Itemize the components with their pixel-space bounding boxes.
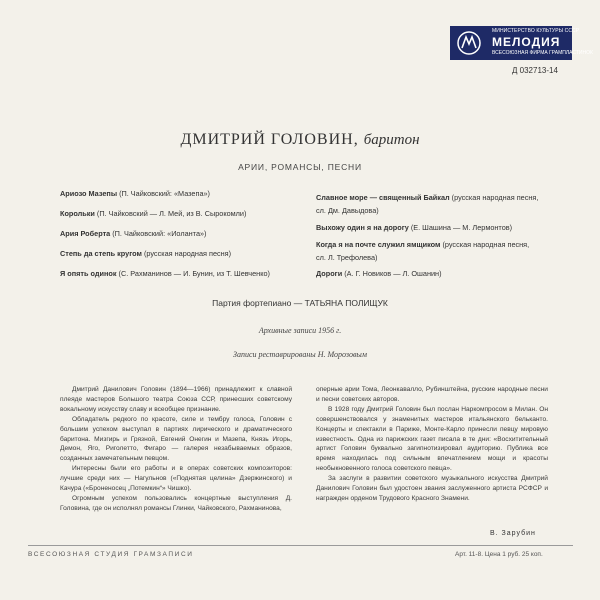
track-credit: (С. Рахманинов — И. Бунин, из Т. Шевченко) [116,269,270,278]
archive-note: Архивные записи 1956 г. [258,326,342,335]
track-credit: (П. Чайковский — Л. Мей, из В. Сырокомли) [94,209,247,218]
track-credit: сл. Дм. Давыдова) [316,206,379,215]
artist-name: ДМИТРИЙ ГОЛОВИН, [180,131,359,148]
logo-ministry: МИНИСТЕРСТВО КУЛЬТУРЫ СССР [492,28,580,34]
track-title: Славное море — священный Байкал [316,193,450,202]
track-title: Ариозо Мазепы [60,189,118,198]
track-title: Корольки [60,209,95,218]
artist-voice: баритон [363,132,420,148]
track-list-item [316,268,442,281]
track-credit: (русская народная песня, [440,240,530,249]
paragraph: Дмитрий Данилович Головин (1894—1966) принадлежит к славной плеяде мастеров Большого театра Союза ССР, принесших советскому вокальному искусству славу и всеобщее признание. [60,386,292,413]
album-subtitle: АРИИ, РОМАНСЫ, ПЕСНИ [238,162,362,172]
logo-brand: МЕЛОДИЯ [492,35,561,49]
paragraph: Обладатель редкого по красоте, силе и тембру голоса, Головин с большим успехом выступал в партиях лирического и драматического баритона. Мизгирь и Грязной, Евгений Онегин и Мазепа, Князь Игорь, Демон, Яго, Риголетто, Фигаро — галерея незабываемых образов, созданных замечательным певцом. [60,415,292,463]
track-list-item [316,239,529,252]
track-credit: (Е. Шашина — М. Лермонтов) [408,223,513,232]
paragraph: В 1928 году Дмитрий Головин был послан Наркомпросом в Милан. Он совершенствовался у знаменитых мастеров итальянского бельканто. Концерты и спектакли в Париже, Монте-Карло принесли певцу мировую известность. Одна из парижских газет писала в те дни: «Восхитительный артист Головин буквально загипнотизировал аудиторию. Публика все время находилась под сильным впечатлением мощи и красоты необыкновенного голоса советского певца». [316,405,548,473]
album-title [0,131,600,149]
paragraph: оперные арии Тома, Леонкавалло, Рубинштейна, русские народные песни и песни советских авторов. [316,386,548,403]
paragraph: За заслуги в развитии советского музыкального искусства Дмитрий Данилович Головин был удостоен звания заслуженного артиста РСФСР и награжден орденом Трудового Красного Знамени. [316,475,548,502]
liner-notes-left [60,385,292,514]
divider [28,545,573,546]
track-title: Ария Роберта [60,229,111,238]
catalog-number: Д 032713-14 [512,66,558,75]
track-list-item [316,252,377,265]
track-list-item [60,248,231,261]
price-info: Арт. 11-8. Цена 1 руб. 25 коп. [455,551,543,558]
track-credit: (А. Г. Новиков — Л. Ошанин) [342,269,442,278]
track-list-item [316,205,379,218]
pianist-credit: Партия фортепиано — ТАТЬЯНА ПОЛИЩУК [212,298,388,308]
track-title: Дороги [316,269,343,278]
track-list-item [60,268,270,281]
track-list-item [316,222,512,235]
logo-union: ВСЕСОЮЗНАЯ ФИРМА ГРАМПЛАСТИНОК [492,50,593,56]
track-title: Когда я на почте служил ямщиком [316,240,441,249]
track-credit: сл. Л. Трефолева) [316,253,378,262]
restoration-note: Записи реставрированы Н. Морозовым [233,350,367,359]
track-list-item [60,208,246,221]
studio-name: ВСЕСОЮЗНАЯ СТУДИЯ ГРАМЗАПИСИ [28,551,194,558]
track-credit: (русская народная песня, [449,193,539,202]
track-credit: (П. Чайковский: «Иоланта») [110,229,207,238]
track-title: Я опять одинок [60,269,117,278]
record-logo-icon [454,30,484,56]
melodiya-logo [450,26,593,60]
track-title: Выхожу один я на дорогу [316,223,409,232]
track-list-item [60,188,210,201]
track-credit: (П. Чайковский: «Мазепа») [117,189,210,198]
author-signature: В. Зарубин [490,530,536,537]
track-list-item [60,228,206,241]
paragraph: Интересны были его работы и в операх советских композиторов: лучшие среди них — Нагульнов («Поднятая целина» Дзержинского) и Качура («Броненосец „Потемкин“» Чишко). [60,465,292,493]
liner-notes-right [316,385,548,504]
track-list-item [316,192,538,205]
paragraph: Огромным успехом пользовались концертные выступления Д. Головина, где он исполнял романсы Глинки, Чайковского, Рахманинова, [60,494,292,512]
track-title: Степь да степь кругом [60,249,142,258]
track-credit: (русская народная песня) [141,249,232,258]
